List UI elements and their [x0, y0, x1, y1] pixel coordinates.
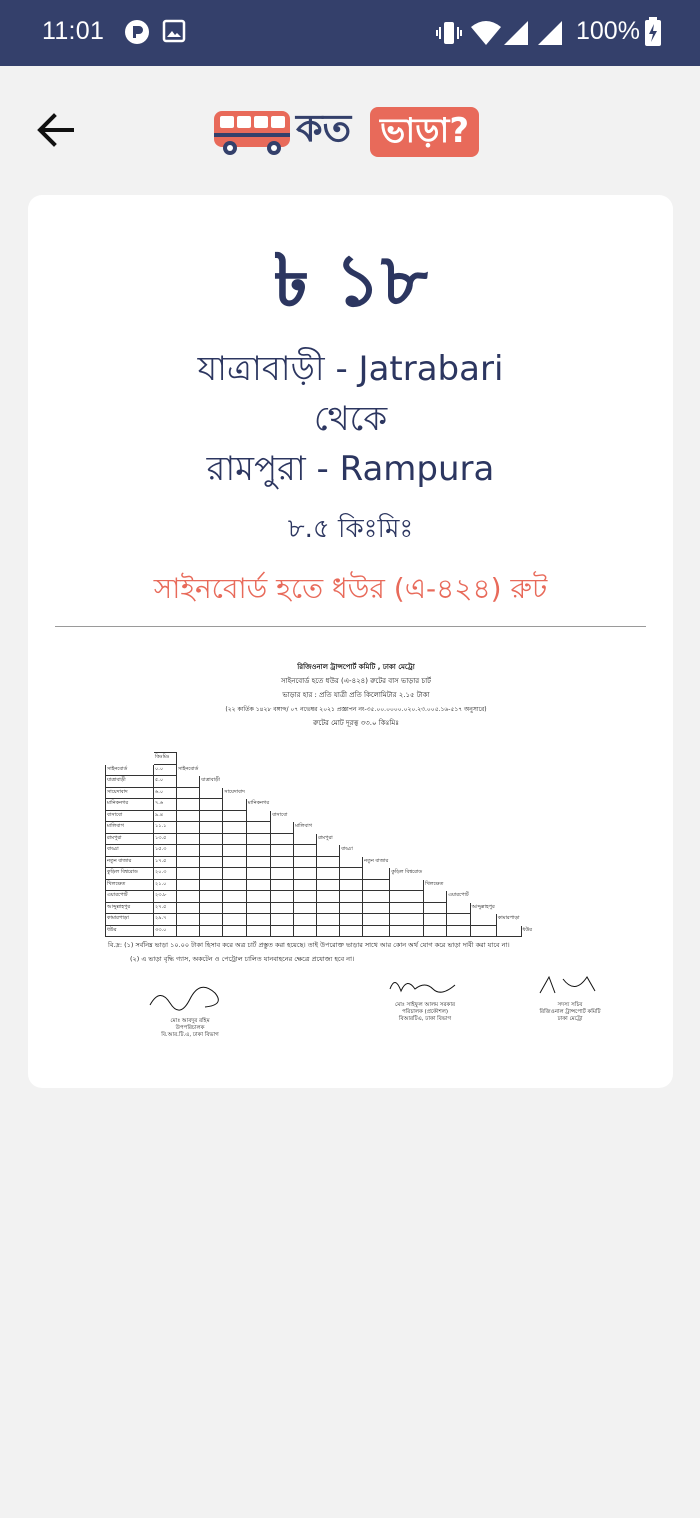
battery-percentage: 100%	[576, 17, 640, 45]
signature-middle	[370, 973, 480, 1023]
fare-cell	[363, 868, 390, 880]
fare-cell	[470, 925, 496, 937]
fare-cell	[340, 925, 363, 937]
fare-cell	[340, 879, 363, 891]
diagonal-stop-label: কামারপাড়া	[497, 915, 520, 922]
chart-note: বি.দ্র: (১) সর্বনিম্ন ভাড়া ১০.০০ টাকা হিসাব করে অত্র চার্ট প্রস্তুত করা হয়েছে। তাই উপরোক্ত ভাড়ার সাথে আর কোন অর্থ যোগ করে ভাড়া দাবী করা যাবে না।	[108, 941, 510, 949]
fare-cell	[390, 914, 424, 926]
table-row	[106, 787, 545, 799]
fare-cell	[177, 810, 200, 822]
fare-cell	[177, 925, 200, 937]
fare-cell	[223, 845, 247, 857]
diagonal-stop-label: কুড়িল বিশ্বরোড	[391, 869, 423, 876]
fare-cell	[390, 891, 424, 903]
signature-text: মোঃ আবদুর রহিম উপপরিচালক বি.আর.টি.এ, ঢাকা বিভাগ	[161, 1018, 219, 1038]
from-stop: যাত্রাবাড়ী - Jatrabari	[197, 349, 504, 389]
fare-cell	[470, 914, 496, 926]
fare-cell	[271, 891, 294, 903]
fare-cell	[246, 856, 270, 868]
fare-cell	[363, 879, 390, 891]
distance-cell: ২০.৩	[154, 868, 177, 880]
fare-cell	[363, 914, 390, 926]
fare-cell	[246, 914, 270, 926]
table-row	[106, 822, 545, 834]
back-button[interactable]	[34, 108, 78, 152]
signal-icon	[502, 19, 530, 51]
fare-cell	[200, 902, 223, 914]
fare-cell	[223, 891, 247, 903]
fare-cell	[317, 879, 340, 891]
fare-cell	[246, 891, 270, 903]
fare-cell	[390, 925, 424, 937]
stop-name-cell: মালিবাগ	[106, 822, 154, 834]
chart-title-line: (২২ কার্তিক ১৪২৮ বঙ্গাব্দ/ ০৭ নভেম্বর ২০২১ প্রজ্ঞাপন নং-৩৫.০০.০০০০.০২০.২৩.০০৫.১৬-৫১৭ অনুসারে)	[225, 706, 487, 713]
fare-cell	[223, 856, 247, 868]
diagonal-stop-label: বাসাবো	[272, 811, 288, 818]
diagonal-stop-label: যাত্রাবাড়ী	[201, 777, 220, 784]
fare-cell	[271, 822, 294, 834]
fare-chart-image[interactable]	[100, 655, 612, 1061]
table-row	[106, 856, 545, 868]
fare-cell	[424, 914, 447, 926]
diagonal-stop-label: নতুন বাজার	[364, 857, 389, 864]
fare-cell	[200, 822, 223, 834]
fare-cell	[177, 776, 200, 788]
fare-cell	[177, 845, 200, 857]
fare-cell	[200, 925, 223, 937]
fare-cell	[177, 914, 200, 926]
fare-cell	[390, 879, 424, 891]
fare-cell	[200, 868, 223, 880]
signature-text: মোঃ সাইফুল আলম সরকার পরিচালক (প্রকৌশল) বিআরটিএ, ঢাকা বিভাগ	[395, 1002, 455, 1022]
table-row	[106, 810, 545, 822]
distance-cell: ১৭.৫	[154, 856, 177, 868]
fare-cell	[317, 868, 340, 880]
stop-name-cell: রামপুরা	[106, 833, 154, 845]
fare-cell	[246, 822, 270, 834]
app-logo	[212, 103, 492, 159]
fare-cell	[294, 914, 317, 926]
table-row	[106, 799, 545, 811]
fare-cell	[177, 856, 200, 868]
to-word: থেকে	[313, 399, 388, 439]
table-row	[106, 925, 545, 937]
fare-cell	[200, 879, 223, 891]
fare-cell	[200, 810, 223, 822]
stop-name-cell: সাইনবোর্ড	[106, 764, 154, 776]
fare-cell	[246, 879, 270, 891]
fare-cell	[317, 902, 340, 914]
fare-cell	[246, 868, 270, 880]
table-header-cell	[106, 753, 154, 765]
table-row	[106, 833, 545, 845]
distance-cell: ২১.০	[154, 879, 177, 891]
stop-name-cell: খিলক্ষেত	[106, 879, 154, 891]
fare-cell	[177, 833, 200, 845]
stop-name-cell: কামারপাড়া	[106, 914, 154, 926]
stop-name-cell: এয়ারপোর্ট	[106, 891, 154, 903]
status-time: 11:01	[42, 17, 105, 45]
divider	[55, 626, 646, 627]
chart-title-line: রিজিওনাল ট্রান্সপোর্ট কমিটি , ঢাকা মেট্রো	[297, 663, 415, 671]
fare-cell	[294, 925, 317, 937]
signature-scribble	[385, 973, 465, 999]
stop-name-cell: যাত্রাবাড়ী	[106, 776, 154, 788]
fare-cell	[177, 902, 200, 914]
fare-cell	[424, 902, 447, 914]
stop-name-cell: নতুন বাজার	[106, 856, 154, 868]
fare-cell	[496, 925, 521, 937]
fare-cell	[340, 891, 363, 903]
fare-cell	[294, 902, 317, 914]
table-row	[106, 764, 545, 776]
distance-cell: ৬.০	[154, 787, 177, 799]
fare-cell	[340, 914, 363, 926]
diagonal-stop-label: বাড্ডা	[341, 846, 353, 853]
fare-cell	[177, 879, 200, 891]
bus-icon	[212, 107, 292, 161]
fare-cell	[363, 891, 390, 903]
fare-amount: ৳ ১৮	[273, 238, 428, 322]
diagonal-stop-label: মালিবাগ	[295, 823, 312, 830]
distance-cell: ১৩.৫	[154, 833, 177, 845]
chart-note: (২) এ ভাড়া বৃদ্ধি গ্যাস, অকটেন ও পেট্রোল চালিত যানবাহনের ক্ষেত্রে প্রযোজ্য হবে না।	[130, 955, 355, 963]
table-row	[106, 845, 545, 857]
stop-name-cell: মানিকনগর	[106, 799, 154, 811]
fare-cell	[294, 868, 317, 880]
fare-cell	[294, 891, 317, 903]
vibrate-icon	[436, 19, 462, 51]
fare-cell	[246, 845, 270, 857]
app-notification-icon	[124, 19, 150, 49]
fare-cell	[340, 902, 363, 914]
fare-cell	[340, 856, 363, 868]
table-row	[106, 914, 545, 926]
signature-scribble	[145, 985, 235, 1015]
fare-cell	[317, 845, 340, 857]
to-stop: রামপুরা - Rampura	[206, 449, 495, 489]
fare-cell	[177, 799, 200, 811]
fare-cell	[363, 902, 390, 914]
diagonal-stop-label: খিলক্ষেত	[425, 880, 444, 887]
distance-cell: ১৫.৩	[154, 845, 177, 857]
distance-cell: ২৩.৮	[154, 891, 177, 903]
diagonal-stop-label: সায়েদাবাদ	[224, 788, 245, 795]
fare-cell	[271, 879, 294, 891]
stop-name-cell: কুড়িল বিশ্বরোড	[106, 868, 154, 880]
stop-name-cell: আব্দুল্লাহপুর	[106, 902, 154, 914]
fare-cell	[200, 856, 223, 868]
fare-cell	[424, 925, 447, 937]
fare-cell	[317, 891, 340, 903]
fare-cell	[447, 902, 471, 914]
fare-cell	[223, 822, 247, 834]
table-header-cell: কিঃমিঃ	[154, 753, 177, 765]
fare-cell	[271, 914, 294, 926]
fare-cell	[246, 925, 270, 937]
table-row	[106, 902, 545, 914]
logo-text-vara: ভাড়া?	[370, 107, 479, 157]
diagonal-stop-label: এয়ারপোর্ট	[448, 892, 469, 899]
table-row	[106, 891, 545, 903]
fare-cell	[246, 810, 270, 822]
fare-cell	[177, 868, 200, 880]
fare-cell	[223, 914, 247, 926]
signature-left	[140, 985, 240, 1039]
arrow-left-icon	[34, 108, 78, 152]
logo-text-kot: কত	[296, 106, 352, 150]
chart-title-line: সাইনবোর্ড হতে ধউর (এ-৪২৪) রুটের বাস ভাড়ার চার্ট	[280, 677, 431, 685]
fare-table	[105, 752, 545, 937]
fare-cell	[223, 799, 247, 811]
diagonal-stop-label: রামপুরা	[318, 834, 333, 841]
diagonal-stop-label: আব্দুল্লাহপুর	[471, 903, 495, 910]
distance-cell: ২৭.৫	[154, 902, 177, 914]
fare-cell	[271, 833, 294, 845]
fare-cell	[223, 925, 247, 937]
stop-name-cell: বাড্ডা	[106, 845, 154, 857]
fare-cell	[246, 902, 270, 914]
fare-cell	[223, 902, 247, 914]
fare-cell	[223, 868, 247, 880]
fare-cell	[424, 891, 447, 903]
fare-cell	[294, 879, 317, 891]
fare-cell	[200, 914, 223, 926]
fare-cell	[294, 845, 317, 857]
wifi-icon	[470, 19, 502, 51]
signature-scribble	[535, 973, 605, 999]
fare-cell	[390, 902, 424, 914]
fare-cell	[340, 868, 363, 880]
distance-text: ৮.৫ কিঃমিঃ	[287, 514, 414, 544]
fare-card	[28, 195, 673, 1088]
stop-name-cell: সায়েদাবাদ	[106, 787, 154, 799]
fare-cell	[317, 925, 340, 937]
fare-cell	[200, 799, 223, 811]
fare-cell	[363, 925, 390, 937]
fare-cell	[223, 810, 247, 822]
distance-cell: ৯.৪	[154, 810, 177, 822]
fare-cell	[177, 891, 200, 903]
table-row	[106, 868, 545, 880]
fare-cell	[177, 787, 200, 799]
distance-cell: ২৯.৭	[154, 914, 177, 926]
distance-cell: ৫.০	[154, 776, 177, 788]
fare-cell	[246, 833, 270, 845]
fare-cell	[200, 833, 223, 845]
signature-text: সদস্য সচিব রিজিওনাল ট্রান্সপোর্ট কমিটি ঢাকা মেট্রো	[539, 1002, 601, 1022]
signal-icon	[536, 19, 564, 51]
status-bar	[0, 0, 700, 66]
fare-cell	[177, 822, 200, 834]
distance-cell: ৭.৬	[154, 799, 177, 811]
fare-cell	[223, 833, 247, 845]
table-row	[106, 776, 545, 788]
chart-title-line: ভাড়ার হার : প্রতি যাত্রী প্রতি কিলোমিটার ২.১৫ টাকা	[282, 691, 430, 699]
fare-cell	[294, 833, 317, 845]
fare-cell	[294, 856, 317, 868]
fare-cell	[317, 856, 340, 868]
table-row	[106, 879, 545, 891]
distance-cell: ০.০	[154, 764, 177, 776]
distance-cell: ১১.১	[154, 822, 177, 834]
image-icon	[162, 19, 186, 47]
fare-cell	[447, 914, 471, 926]
diagonal-stop-label: মানিকনগর	[247, 800, 270, 807]
fare-cell	[271, 902, 294, 914]
signature-right	[530, 973, 610, 1023]
battery-charging-icon	[644, 17, 662, 51]
fare-cell	[447, 925, 471, 937]
chart-title-line: রুটের মোট দূরত্ব ৩৩.০ কিঃমিঃ	[313, 719, 399, 727]
fare-cell	[223, 879, 247, 891]
stop-name-cell: ধউর	[106, 925, 154, 937]
fare-cell	[200, 845, 223, 857]
route-name: সাইনবোর্ড হতে ধউর (এ-৪২৪) রুট	[153, 572, 548, 605]
fare-cell	[271, 845, 294, 857]
fare-cell	[200, 787, 223, 799]
fare-cell	[317, 914, 340, 926]
stop-name-cell: বাসাবো	[106, 810, 154, 822]
diagonal-stop-label: সাইনবোর্ড	[178, 765, 199, 772]
distance-cell: ৩৩.০	[154, 925, 177, 937]
fare-cell	[200, 891, 223, 903]
fare-cell	[271, 856, 294, 868]
diagonal-stop-label: ধউর	[522, 926, 532, 933]
fare-cell	[271, 868, 294, 880]
fare-cell	[271, 925, 294, 937]
